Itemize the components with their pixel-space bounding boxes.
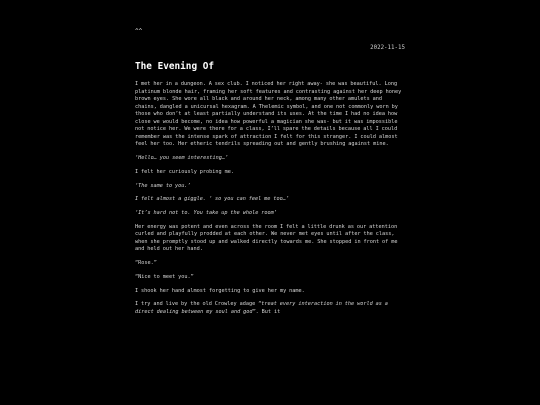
paragraph: ‘The same to you.’ (135, 182, 191, 189)
paragraph: ‘It’s hard not to. You take up the whole room’ (135, 210, 277, 217)
paragraph: “Rose.” (135, 260, 157, 267)
post-date: 2022-11-15 (370, 45, 405, 51)
page-container (135, 28, 405, 323)
paragraph-text: I try and live by the old Crowley adage (135, 301, 259, 308)
paragraph: I met her in a dungeon. A sex club. I noticed her right away- she was beautiful. Long platinum blonde hair, framing her soft features and contrasting against her deep honey brown eyes. She wore all black and around her neck, among many other amulets and chains, dangled a unicursal hexagram. A Thelemic symbol, and one not commonly worn by those who don’t at least partially understand its uses. At the time I had no idea how close we would become, no idea how powerful a magician she was- but it was impossible not notice her. We were there for a class, I’ll spare the details because all I could remember was the intense spark of attraction I felt for this stranger. I could almost feel her too. Her etheric tendrils spreading out and gently brushing against mine. (135, 81, 402, 148)
crowley-quote: “treat every interaction in the world as a direct dealing between my soul and god” (135, 301, 388, 315)
paragraph: ‘Hello… you seem interesting…’ (135, 155, 229, 162)
paragraph: I shook her hand almost forgetting to give her my name. (135, 287, 305, 294)
paragraph: I felt her curiously probing me. (135, 168, 234, 175)
paragraph: Her energy was potent and even across the room I felt a little drunk as our attention curled and playfully prodded at each other. We never met eyes until after the class, when she promptly stood up and walked directly towards me. She stopped in front of me and held out her hand. (135, 223, 398, 253)
post-body (135, 81, 405, 316)
paragraph: “Nice to meet you.” (135, 273, 194, 280)
paragraph-text: . But it (255, 308, 281, 315)
paragraph: I felt almost a giggle. ‘ so you can feel me too…’ (135, 196, 289, 203)
site-logo-link[interactable]: ^^ (135, 28, 143, 35)
post-title: The Evening Of (135, 61, 215, 72)
paragraph-last (135, 301, 405, 316)
